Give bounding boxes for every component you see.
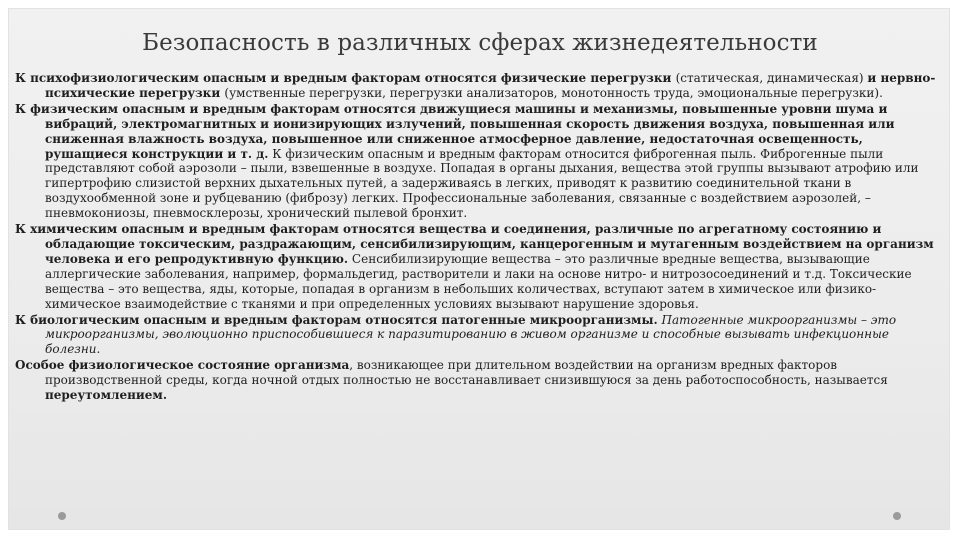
paragraph-chemical (15, 222, 939, 311)
paragraph-physical (15, 102, 939, 221)
paragraph-segment: К физическим опасным и вредным факторам относятся движущиеся машины и механизмы, повышенные уровни шума и вибраций, электромагнитных и ионизирующих излучений, повышенная скорость движения воздуха, повышенная или сниженная влажность воздуха, повышенное или сниженное атмосферное давление, недостаточная освещенность, рушащиеся конструкции и т. д. (15, 101, 895, 161)
paragraph-segment: переутомлением. (45, 388, 168, 403)
paragraph-segment: (статическая, динамическая) (675, 71, 868, 85)
paragraph-segment: К физическим опасным и вредным факторам относится фиброгенная пыль. Фиброгенные пыли представляют собой аэрозоли – пыли, взвешенные в воздухе. Попадая в органы дыхания, вещества этой группы вызывают атрофию или гипертрофию слизистой верхних дыхательных путей, а задерживаясь в легких, приводят к развитию соединительной ткани в воздухообменной зоне и рубцеванию (фиброзу) легких. Профессиональные заболевания, связанные с воздействием аэрозолей, – пневмокониозы, пневмосклерозы, хронический пылевой бронхит. (45, 146, 919, 221)
paragraph-biological (15, 313, 939, 358)
paragraph-segment: (умственные перегрузки, перегрузки анализаторов, монотонность труда, эмоциональные перегрузки). (224, 85, 883, 100)
slide-footer-decoration (0, 512, 960, 520)
decorative-dot-icon (893, 512, 901, 520)
paragraph-segment: и нервно-психические перегрузки (45, 71, 936, 100)
decorative-dot-icon (58, 512, 66, 520)
paragraph-segment: К химическим опасным и вредным факторам относятся вещества и соединения, различные по агрегатному состоянию и обладающие токсическим, раздражающим, сенсибилизирующим, канцерогенным и мутагенным воздействием на организм человека и его репродуктивную функцию. (15, 222, 934, 266)
paragraph-segment: Особое физиологическое состояние организма (15, 358, 350, 373)
paragraph-segment: Патогенные микроорганизмы – это микроорганизмы, эволюционно приспособившиеся к паразитированию в живом организме и способные вызывать инфекционные болезни. (45, 312, 897, 357)
slide-body (15, 71, 939, 404)
slide-title: Безопасность в различных сферах жизнедеятельности (142, 30, 818, 56)
paragraph-segment: К психофизиологическим опасным и вредным факторам относятся физические перегрузки (15, 71, 676, 85)
paragraph-segment: Сенсибилизирующие вещества – это различные вредные вещества, вызывающие аллергические заболевания, например, формальдегид, растворители и лаки на основе нитро- и нитрозосоединений и т.д. Токсические вещества – это вещества, яды, которые, попадая в организм в небольших количествах, вступают затем в химическое или физико-химическое взаимодействие с тканями и при определенных условиях вызывают нарушение здоровья. (45, 251, 912, 311)
paragraph-psychophysiological (15, 71, 939, 101)
paragraph-segment: К биологическим опасным и вредным факторам относятся патогенные микроорганизмы. (15, 312, 658, 327)
paragraph-fatigue (15, 358, 939, 403)
paragraph-segment: , возникающее при длительном воздействии на организм вредных факторов производственной среды, когда ночной отдых полностью не восстанавливает снизившуюся за день работоспособность, называется (45, 358, 888, 388)
